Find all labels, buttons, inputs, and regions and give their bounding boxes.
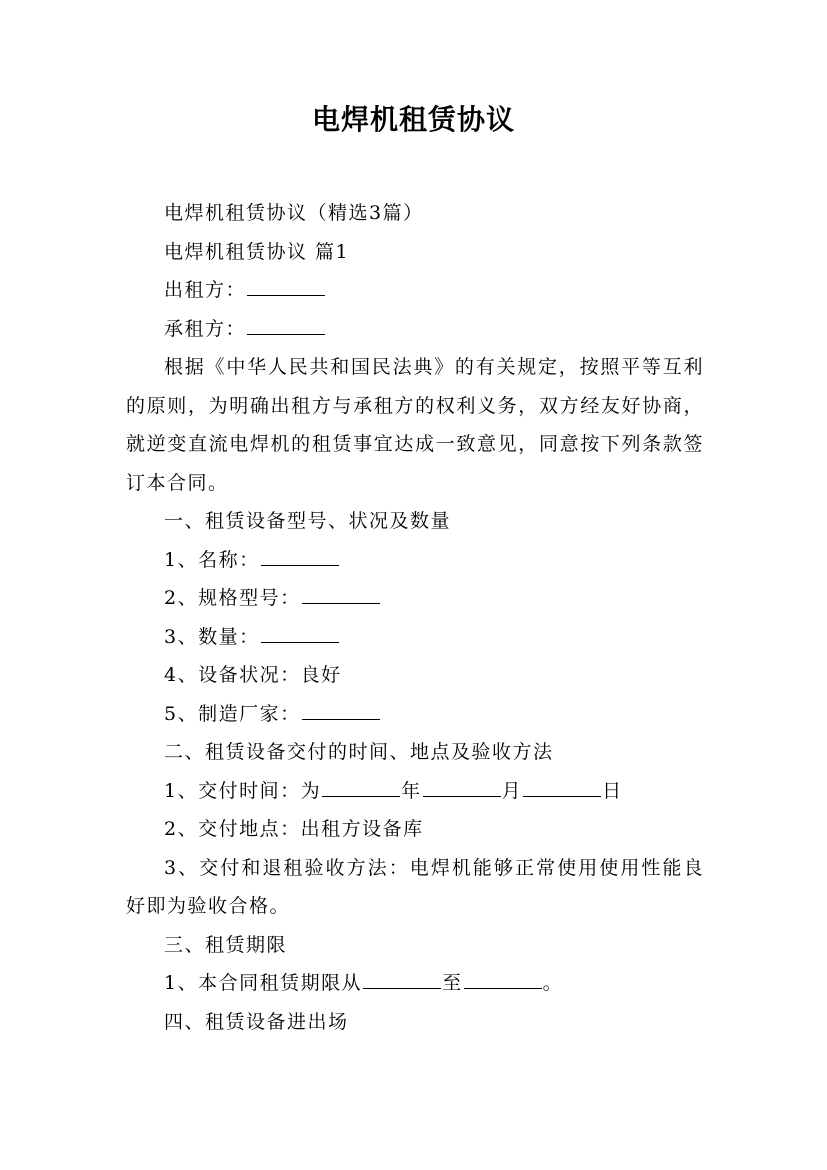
clause1-item2-label: 2、规格型号： [164, 587, 301, 609]
clause2-heading: 二、租赁设备交付的时间、地点及验收方法 [164, 741, 554, 763]
manufacturer-blank [302, 718, 380, 720]
clause1-item5-label: 5、制造厂家： [164, 702, 301, 725]
model-blank [302, 602, 380, 604]
lessor-line [126, 271, 704, 310]
clause4-heading: 四、租赁设备进出场 [164, 1010, 349, 1033]
to-label: 至 [442, 972, 463, 994]
day-blank [523, 795, 601, 797]
term-end-blank [464, 987, 542, 989]
clause1-item2 [126, 579, 704, 618]
document-title: 电焊机租赁协议 [311, 103, 515, 136]
lease-term-label: 1、本合同租赁期限从 [164, 972, 363, 994]
lessee-line [126, 310, 704, 349]
period-mark: 。 [542, 972, 564, 994]
preamble-paragraph: 根据《中华人民共和国民法典》的有关规定，按照平等互利的原则，为明确出租方与承租方的权利义务，双方经友好协商，就逆变直流电焊机的租赁事宜达成一致意见，同意按下列条款签订本合同。 [126, 356, 704, 494]
clause2-item1 [126, 772, 704, 811]
clause1-heading: 一、租赁设备型号、状况及数量 [164, 510, 452, 532]
quantity-blank [261, 641, 339, 643]
clause1-item3-label: 3、数量： [164, 625, 260, 648]
name-blank [261, 564, 339, 566]
month-label: 月 [501, 779, 523, 802]
clause2-item2: 2、交付地点：出租方设备库 [164, 818, 424, 840]
clause1-item1 [126, 541, 704, 580]
document-body [126, 194, 704, 1041]
section-title: 电焊机租赁协议 篇1 [164, 240, 350, 263]
lessee-label: 承租方： [164, 317, 247, 340]
clause1-item5 [126, 695, 704, 734]
lessor-label: 出租方： [164, 279, 247, 301]
term-start-blank [363, 987, 441, 989]
clause1-item1-label: 1、名称： [164, 548, 260, 571]
clause1-item3 [126, 618, 704, 657]
year-blank [322, 795, 400, 797]
subtitle: 电焊机租赁协议（精选3篇） [164, 202, 424, 224]
day-label: 日 [602, 779, 623, 802]
delivery-time-label: 1、交付时间：为 [164, 779, 322, 802]
clause3-heading: 三、租赁期限 [164, 933, 288, 956]
clause1-item4: 4、设备状况：良好 [164, 664, 342, 686]
lessee-blank [247, 333, 325, 335]
clause2-item3: 3、交付和退租验收方法：电焊机能够正常使用使用性能良好即为验收合格。 [126, 856, 704, 917]
clause3-item1 [126, 964, 704, 1003]
year-label: 年 [401, 779, 422, 802]
month-blank [423, 795, 501, 797]
lessor-blank [247, 294, 325, 296]
